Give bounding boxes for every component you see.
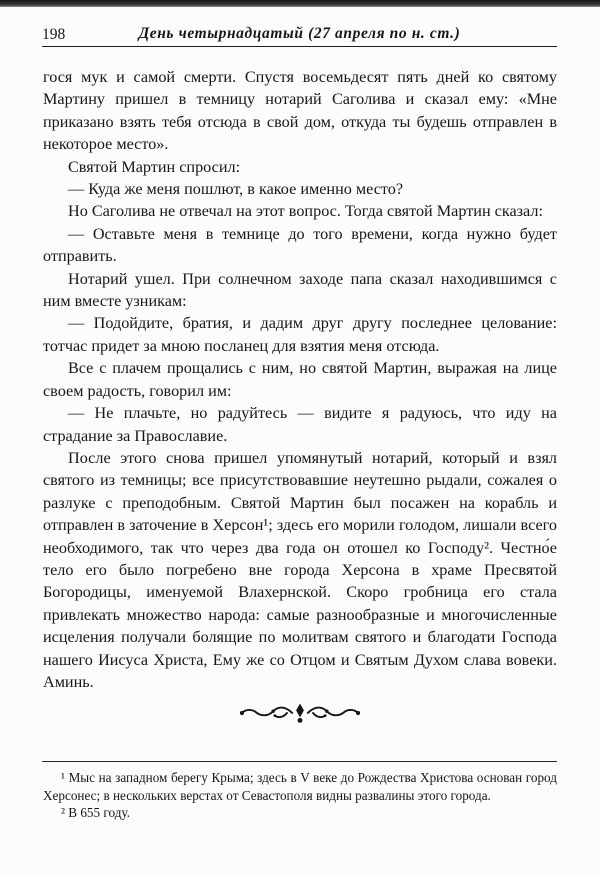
ornament-flourish-icon (235, 700, 365, 726)
paragraph: Святой Мартин спросил: (68, 157, 241, 176)
ornament-row (0, 700, 600, 731)
paragraph: После этого снова пришел упомянутый нотарий, который и взял святого из темницы; все присутствовавшие неутешно рыдали, сожалея о разлуке с преподобным. Святой Мартин был посажен на корабль и отправлен в заточение в Херсон¹; здесь его морили голодом, лишали всего необходимого, так что через два года он отошел ко Господу². Честно́е тело его было погребено вне города Херсона в храме Пресвятой Богородицы, именуемой Влахернской. Скоро гробница его стала привлекать множество народа: самые разнообразные и многочисленные исцеления получали болящие по молитвам святого и благодати Господа нашего Иисуса Христа, Ему же со Отцом и Святым Духом слава вовеки. Аминь. (43, 448, 557, 691)
page-header (42, 25, 557, 47)
scan-edge-top (0, 0, 600, 7)
footnotes (43, 769, 557, 822)
footnote: ² В 655 году. (61, 805, 130, 821)
body-text (43, 66, 557, 693)
page-number: 198 (42, 26, 66, 43)
header-rule (42, 46, 557, 47)
paragraph: — Подойдите, братия, и дадим друг другу последнее целование: тотчас придет за мною посланец для взятия меня отсюда. (43, 314, 557, 355)
paragraph: — Куда же меня пошлют, в какое именно место? (68, 180, 404, 199)
running-header: День четырнадцатый (27 апреля по н. ст.) (138, 25, 461, 42)
paragraph: — Не плачьте, но радуйтесь — видите я радуюсь, что иду на страдание за Православие. (43, 404, 557, 445)
paragraph: Все с плачем прощались с ним, но святой Мартин, выражая на лице своем радость, говорил им: (43, 359, 557, 400)
footnote: ¹ Мыс на западном берегу Крыма; здесь в V веке до Рождества Христова основан город Херсонес; в нескольких верстах от Севастополя видны развалины этого города. (43, 770, 557, 803)
paragraph: — Оставьте меня в темнице до того времени, когда нужно будет отправить. (43, 224, 557, 266)
paragraph: гося мук и самой смерти. Спустя восемьдесят пять дней ко святому Мартину пришел в темницу нотарий Саголива и сказал ему: «Мне приказано взять тебя отсюда в свой дом, откуда ты будешь отправлен в некоторое место». (43, 68, 557, 154)
footnote-rule (42, 761, 557, 762)
paragraph: Нотарий ушел. При солнечном заходе папа сказал находившимся с ним вместе узникам: (43, 269, 557, 311)
paragraph: Но Саголива не отвечал на этот вопрос. Тогда святой Мартин сказал: (68, 202, 543, 221)
